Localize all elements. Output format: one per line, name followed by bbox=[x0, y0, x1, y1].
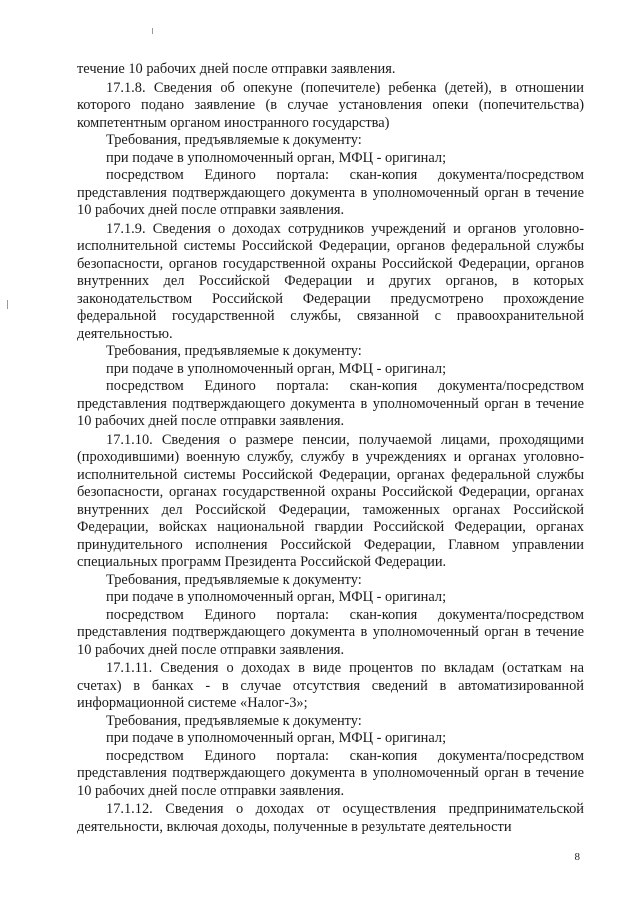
section-17-1-10: 17.1.10. Сведения о размере пенсии, получаемой лицами, проходящими (проходившими) военную службу, службу в учреждениях и органах уголовно-исполнительной системы Российской Федерации, органах федеральной службы безопасности, органах государственной охраны Российской Федерации, органах внутренних дел Российской Федерации, таможенных органах Российской Федерации, войсках национальной гвардии Российской Федерации, органах принудительного исполнения Российской Федерации, Главном управлении специальных программ Президента Российской Федерации. bbox=[77, 431, 584, 570]
page-number: 8 bbox=[574, 851, 580, 863]
section-17-1-11: 17.1.11. Сведения о доходах в виде процентов по вкладам (остаткам на счетах) в банках - в случае отсутствия сведений в автоматизированной информационной системе «Налог-3»; bbox=[77, 660, 584, 711]
requirement-portal: посредством Единого портала: скан-копия документа/посредством представления подтверждающего документа в уполномоченный орган в течение 10 рабочих дней после отправки заявления. bbox=[77, 747, 584, 799]
requirement-in-person: при подаче в уполномоченный орган, МФЦ - оригинал; bbox=[106, 589, 447, 605]
scan-mark bbox=[7, 300, 8, 309]
requirements-heading: Требования, предъявляемые к документу: bbox=[106, 571, 362, 588]
paragraph-continuation: течение 10 рабочих дней после отправки заявления. bbox=[77, 61, 396, 77]
requirement-in-person: при подаче в уполномоченный орган, МФЦ - оригинал; bbox=[106, 149, 447, 166]
requirement-portal: посредством Единого портала: скан-копия документа/посредством представления подтверждающего документа в уполномоченный орган в течение 10 рабочих дней после отправки заявления. bbox=[77, 378, 584, 429]
requirements-heading: Требования, предъявляемые к документу: bbox=[106, 343, 362, 359]
requirements-heading: Требования, предъявляемые к документу: bbox=[106, 712, 362, 729]
section-17-1-9: 17.1.9. Сведения о доходах сотрудников учреждений и органов уголовно-исполнительной системы Российской Федерации, органов федеральной службы безопасности, органов государственной охраны Российской Федерации, органов внутренних дел Российской Федерации и других органов, в которых законодательством Российской Федерации предусмотрено прохождение федеральной государственной службы, связанной с правоохранительной деятельностью. bbox=[77, 220, 584, 342]
section-17-1-12: 17.1.12. Сведения о доходах от осуществления предпринимательской деятельности, включая доходы, полученные в результате деятельности bbox=[77, 801, 584, 835]
requirements-heading: Требования, предъявляемые к документу: bbox=[106, 132, 362, 148]
document-body bbox=[77, 61, 584, 836]
scan-mark bbox=[152, 28, 153, 34]
section-17-1-8: 17.1.8. Сведения об опекуне (попечителе) ребенка (детей), в отношении которого подано заявление (в случае установления опеки (попечительства) компетентным органом иностранного государства) bbox=[77, 79, 584, 131]
requirement-portal: посредством Единого портала: скан-копия документа/посредством представления подтверждающего документа в уполномоченный орган в течение 10 рабочих дней после отправки заявления. bbox=[77, 167, 584, 218]
requirement-in-person: при подаче в уполномоченный орган, МФЦ - оригинал; bbox=[106, 730, 447, 746]
requirement-in-person: при подаче в уполномоченный орган, МФЦ - оригинал; bbox=[106, 360, 447, 377]
requirement-portal: посредством Единого портала: скан-копия документа/посредством представления подтверждающего документа в уполномоченный орган в течение 10 рабочих дней после отправки заявления. bbox=[77, 606, 584, 658]
